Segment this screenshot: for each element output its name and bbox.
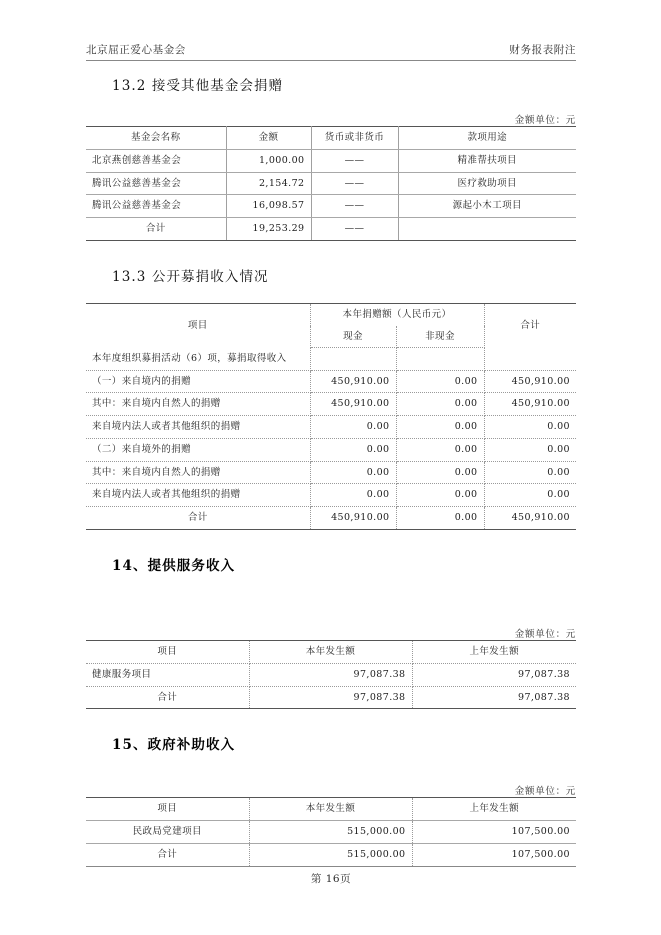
cell-total-label: 合计	[86, 507, 310, 530]
section-heading-14: 14、提供服务收入	[112, 557, 236, 574]
cell-item: 其中：来自境内自然人的捐赠	[86, 461, 310, 484]
cell-item: 本年度组织募捐活动（6）项，募捐取得收入	[86, 348, 310, 370]
column-header-item: 项目	[86, 303, 310, 348]
cell-item: （一）来自境内的捐赠	[86, 370, 310, 393]
cell-total-label: 合计	[86, 218, 226, 241]
page-footer	[86, 866, 576, 886]
unit-note-13-2: 金额单位：元	[514, 115, 576, 126]
section-heading-15: 15、政府补助收入	[112, 737, 236, 754]
cell-item: 其中：来自境内自然人的捐赠	[86, 393, 310, 416]
table-row	[86, 438, 576, 461]
cell-cash	[310, 348, 396, 370]
page-number-label: 第 16页	[310, 873, 352, 885]
column-header-currency-type: 货币或非货币	[311, 127, 398, 150]
cell-total-previous-year: 97,087.38	[412, 686, 576, 709]
cell-total: 450,910.00	[484, 370, 576, 393]
cell-purpose: 精准帮扶项目	[398, 149, 576, 172]
cell-amount: 2,154.72	[226, 172, 311, 195]
cell-total-purpose	[398, 218, 576, 241]
cell-previous-year-amount: 107,500.00	[412, 821, 576, 844]
table-header-row	[86, 127, 576, 150]
column-header-foundation-name: 基金会名称	[86, 127, 226, 150]
unit-note-14: 金额单位：元	[514, 628, 576, 640]
table-row	[86, 172, 576, 195]
section-heading-13-2: 13.2 接受其他基金会捐赠	[112, 78, 284, 94]
cell-item: 来自境内法人或者其他组织的捐赠	[86, 484, 310, 507]
table-header-row-top	[86, 303, 576, 325]
cell-foundation-name: 腾讯公益慈善基金会	[86, 195, 226, 218]
cell-total-amount: 19,253.29	[226, 218, 311, 241]
header-document-title: 财务报表附注	[509, 44, 576, 56]
table-other-foundation-donations	[86, 126, 576, 241]
column-header-current-year: 本年发生额	[249, 798, 412, 821]
cell-currency-type: ——	[311, 149, 398, 172]
cell-cash: 0.00	[310, 438, 396, 461]
cell-item: 健康服务项目	[86, 663, 249, 686]
table-row	[86, 416, 576, 439]
cell-total-previous-year: 107,500.00	[412, 843, 576, 866]
table-row	[86, 484, 576, 507]
cell-total-cash: 450,910.00	[310, 507, 396, 530]
table-service-income	[86, 640, 576, 709]
header-organization-name: 北京屈正爱心基金会	[86, 44, 186, 56]
table-total-row	[86, 686, 576, 709]
cell-total-label: 合计	[86, 843, 249, 866]
table-row	[86, 663, 576, 686]
cell-noncash: 0.00	[396, 484, 484, 507]
cell-noncash: 0.00	[396, 461, 484, 484]
cell-current-year-amount: 515,000.00	[249, 821, 412, 844]
cell-item: （二）来自境外的捐赠	[86, 438, 310, 461]
cell-currency-type: ——	[311, 195, 398, 218]
cell-amount: 16,098.57	[226, 195, 311, 218]
cell-total: 0.00	[484, 438, 576, 461]
cell-item: 民政局党建项目	[86, 821, 249, 844]
cell-foundation-name: 北京燕创慈善基金会	[86, 149, 226, 172]
cell-purpose: 医疗救助项目	[398, 172, 576, 195]
column-header-amount: 金额	[226, 127, 311, 150]
running-header	[86, 42, 576, 61]
cell-total-current-year: 515,000.00	[249, 843, 412, 866]
cell-previous-year-amount: 97,087.38	[412, 663, 576, 686]
table-row	[86, 195, 576, 218]
cell-amount: 1,000.00	[226, 149, 311, 172]
cell-noncash: 0.00	[396, 416, 484, 439]
cell-total: 0.00	[484, 416, 576, 439]
cell-total-noncash: 0.00	[396, 507, 484, 530]
column-header-purpose: 款项用途	[398, 127, 576, 150]
cell-currency-type: ——	[311, 172, 398, 195]
cell-noncash	[396, 348, 484, 370]
cell-cash: 0.00	[310, 461, 396, 484]
cell-total-total: 450,910.00	[484, 507, 576, 530]
cell-cash: 0.00	[310, 484, 396, 507]
table-row	[86, 821, 576, 844]
cell-total: 450,910.00	[484, 393, 576, 416]
table-public-fundraising-income	[86, 303, 576, 530]
table-row	[86, 461, 576, 484]
cell-noncash: 0.00	[396, 393, 484, 416]
column-header-item: 项目	[86, 640, 249, 663]
column-header-cash: 现金	[310, 326, 396, 348]
table-government-subsidy-income	[86, 797, 576, 866]
cell-total-label: 合计	[86, 686, 249, 709]
column-header-item: 项目	[86, 798, 249, 821]
table-total-row	[86, 218, 576, 241]
table-header-row	[86, 640, 576, 663]
cell-current-year-amount: 97,087.38	[249, 663, 412, 686]
table-row	[86, 393, 576, 416]
cell-total: 0.00	[484, 461, 576, 484]
column-header-total: 合计	[484, 303, 576, 348]
cell-noncash: 0.00	[396, 438, 484, 461]
section-heading-13-3: 13.3 公开募捐收入情况	[112, 268, 269, 285]
cell-total	[484, 348, 576, 370]
cell-cash: 450,910.00	[310, 393, 396, 416]
table-row	[86, 348, 576, 370]
cell-total-current-year: 97,087.38	[249, 686, 412, 709]
column-header-current-year: 本年发生额	[249, 640, 412, 663]
cell-item: 来自境内法人或者其他组织的捐赠	[86, 416, 310, 439]
cell-purpose: 源起小木工项目	[398, 195, 576, 218]
cell-cash: 0.00	[310, 416, 396, 439]
cell-cash: 450,910.00	[310, 370, 396, 393]
column-header-previous-year: 上年发生额	[412, 798, 576, 821]
table-total-row	[86, 507, 576, 530]
cell-noncash: 0.00	[396, 370, 484, 393]
column-header-donation-group: 本年捐赠额（人民币元）	[310, 303, 484, 325]
cell-total: 0.00	[484, 484, 576, 507]
cell-foundation-name: 腾讯公益慈善基金会	[86, 172, 226, 195]
column-header-previous-year: 上年发生额	[412, 640, 576, 663]
column-header-noncash: 非现金	[396, 326, 484, 348]
table-total-row	[86, 843, 576, 866]
table-row	[86, 370, 576, 393]
table-row	[86, 149, 576, 172]
cell-total-currency-type: ——	[311, 218, 398, 241]
table-header-row	[86, 798, 576, 821]
unit-note-15: 金额单位：元	[514, 786, 576, 798]
